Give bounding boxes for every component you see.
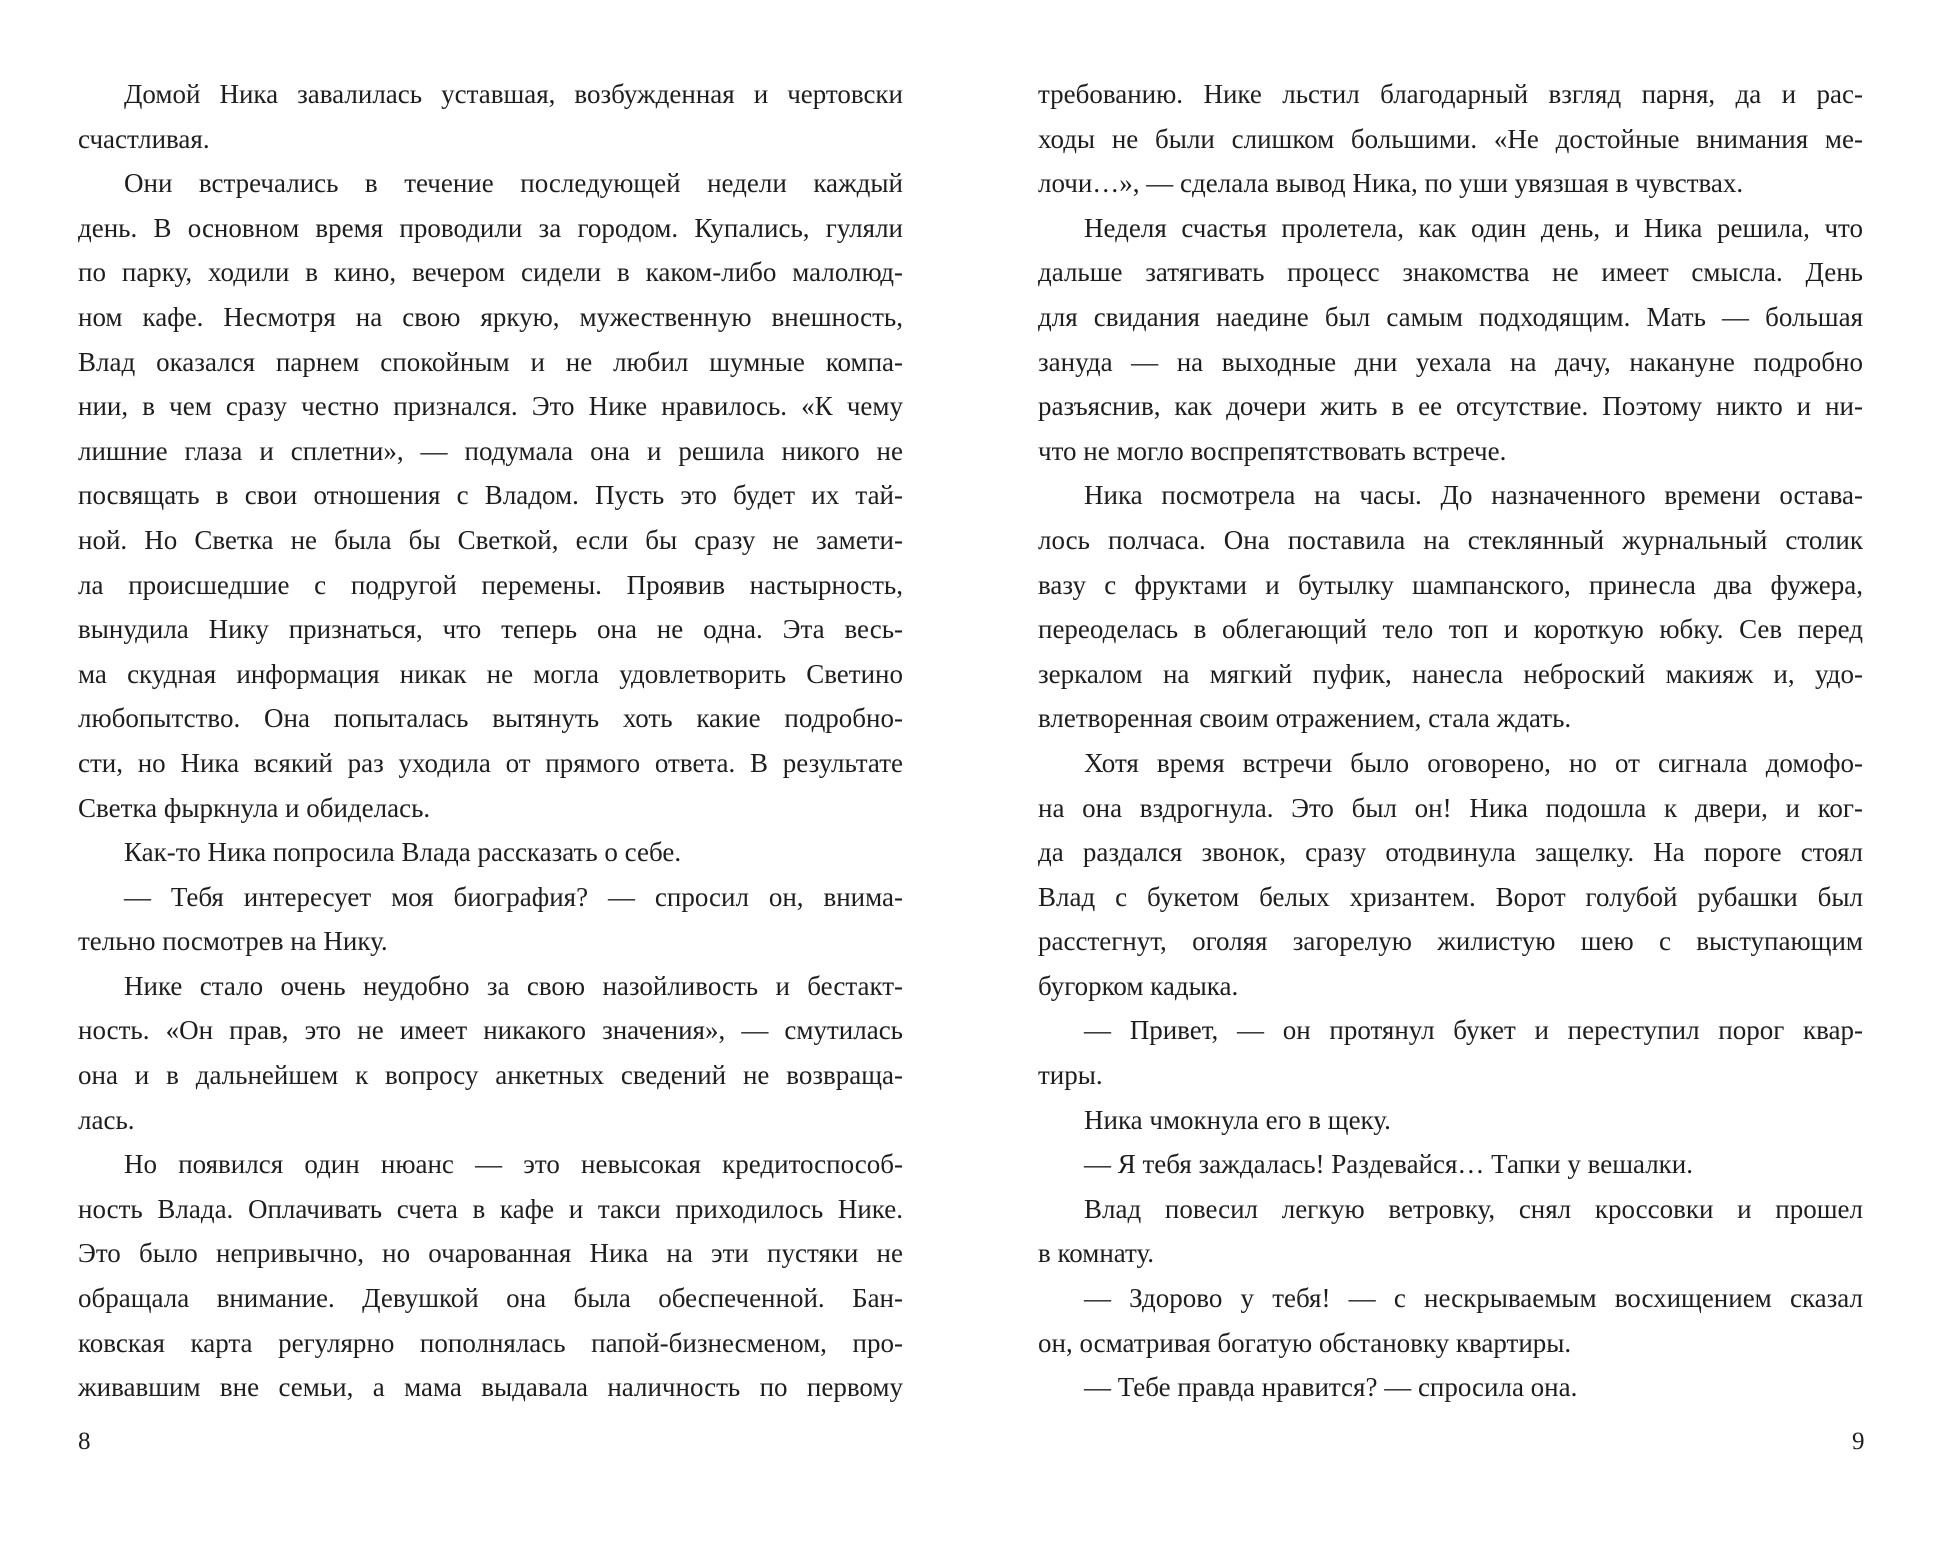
left-page-text [78, 72, 903, 1410]
text-line: зануда — на выходные дни уехала на дачу, накануне подробно [1038, 346, 1863, 377]
text-line: бугорком кадыка. [1038, 970, 1239, 1001]
text-line: дальше затягивать процесс знакомства не имеет смысла. День [1038, 257, 1863, 288]
text-line: — Здорово у тебя! — с нескрываемым восхищением сказал [1084, 1283, 1863, 1314]
text-line: для свидания наедине был самым подходящим. Мать — большая [1038, 301, 1863, 332]
paragraph [78, 964, 903, 1142]
text-line: лишние глаза и сплетни», — подумала она и решила никого не [78, 435, 903, 466]
text-line: требованию. Нике льстил благодарный взгляд парня, да и рас- [1038, 79, 1863, 109]
text-line: он, осматривая богатую обстановку квартиры. [1038, 1327, 1572, 1358]
paragraph [78, 1142, 903, 1410]
text-line: расстегнут, оголяя загорелую жилистую шею с выступающим [1038, 926, 1863, 957]
paragraph [1038, 1365, 1863, 1410]
paragraph [1038, 1276, 1863, 1365]
text-line: она и в дальнейшем к вопросу анкетных сведений не возвраща- [78, 1060, 903, 1091]
text-line: ном кафе. Несмотря на свою яркую, мужественную внешность, [78, 301, 903, 332]
text-line: ла происшедшие с подругой перемены. Проявив настырность, [78, 569, 903, 600]
text-line: Светка фыркнула и обиделась. [78, 792, 431, 823]
text-line: любопытство. Она попыталась вытянуть хоть какие подробно- [78, 703, 903, 734]
text-line: Как-то Ника попросила Влада рассказать о себе. [124, 837, 682, 868]
text-line: что не могло воспрепятствовать встрече. [1038, 435, 1507, 466]
right-page-text [1038, 72, 1863, 1410]
text-line: ность. «Он прав, это не имеет никакого значения», — смутилась [78, 1015, 903, 1046]
text-line: сти, но Ника всякий раз уходила от прямого ответа. В результате [78, 747, 903, 778]
text-line: Хотя время встречи было оговорено, но от сигнала домофо- [1084, 747, 1863, 778]
text-line: Влад с букетом белых хризантем. Ворот голубой рубашки был [1038, 881, 1863, 912]
text-line: — Я тебя заждалась! Раздевайся… Тапки у вешалки. [1084, 1149, 1694, 1180]
text-line: нии, в чем сразу честно признался. Это Нике нравилось. «К чему [78, 391, 903, 422]
text-line: посвящать в свои отношения с Владом. Пусть это будет их тай- [78, 480, 903, 511]
text-line: в комнату. [1038, 1238, 1155, 1269]
text-line: ковская карта регулярно пополнялась папой-бизнесменом, про- [78, 1327, 903, 1358]
text-line: Влад повесил легкую ветровку, снял кроссовки и прошел [1084, 1193, 1863, 1224]
text-line: счастливая. [78, 123, 210, 154]
text-line: — Привет, — он протянул букет и переступил порог квар- [1084, 1015, 1863, 1046]
text-line: влетворенная своим отражением, стала ждать. [1038, 703, 1572, 734]
text-line: Они встречались в течение последующей недели каждый [124, 168, 903, 199]
paragraph [78, 830, 903, 875]
text-line: лась. [78, 1104, 135, 1135]
paragraph [1038, 206, 1863, 474]
text-line: — Тебя интересует моя биография? — спросил он, внима- [124, 881, 903, 912]
text-line: Влад оказался парнем спокойным и не любил шумные компа- [78, 346, 903, 377]
paragraph [1038, 1098, 1863, 1143]
text-line: лочи…», — сделала вывод Ника, по уши увязшая в чувствах. [1038, 168, 1744, 199]
text-line: Но появился один нюанс — это невысокая кредитоспособ- [124, 1149, 903, 1180]
text-line: вазу с фруктами и бутылку шампанского, принесла два фужера, [1038, 569, 1863, 600]
text-line: Нике стало очень неудобно за свою назойливость и бестакт- [124, 970, 903, 1001]
text-line: ходы не были слишком большими. «Не достойные внимания ме- [1038, 123, 1863, 154]
text-line: Домой Ника завалилась уставшая, возбужденная и чертовски [124, 79, 903, 109]
paragraph [78, 161, 903, 830]
page-number-right: 9 [1852, 1428, 1865, 1455]
text-line: ность Влада. Оплачивать счета в кафе и такси приходилось Нике. [78, 1193, 903, 1224]
text-line: вынудила Нику признаться, что теперь она не одна. Эта весь- [78, 614, 903, 645]
text-line: Это было непривычно, но очарованная Ника на эти пустяки не [78, 1238, 903, 1269]
text-line: Неделя счастья пролетела, как один день, и Ника решила, что [1084, 212, 1863, 243]
text-line: по парку, ходили в кино, вечером сидели в каком-либо малолюд- [78, 257, 903, 288]
text-line: зеркалом на мягкий пуфик, нанесла неброский макияж и, удо- [1038, 658, 1863, 689]
paragraph [1038, 1008, 1863, 1097]
paragraph [1038, 1187, 1863, 1276]
text-line: разъяснив, как дочери жить в ее отсутствие. Поэтому никто и ни- [1038, 391, 1863, 422]
text-line: на она вздрогнула. Это был он! Ника подошла к двери, и ког- [1038, 792, 1863, 823]
paragraph [78, 875, 903, 964]
text-line: живавшим вне семьи, а мама выдавала наличность по первому [78, 1372, 903, 1403]
text-line: обращала внимание. Девушкой она была обеспеченной. Бан- [78, 1283, 903, 1314]
text-line: Ника посмотрела на часы. До назначенного времени остава- [1084, 480, 1863, 511]
text-line: ной. Но Светка не была бы Светкой, если бы сразу не замети- [78, 524, 903, 555]
text-line: день. В основном время проводили за городом. Купались, гуляли [78, 212, 903, 243]
paragraph [78, 72, 903, 161]
text-line: Ника чмокнула его в щеку. [1084, 1104, 1391, 1135]
text-line: тельно посмотрев на Нику. [78, 926, 388, 957]
paragraph [1038, 473, 1863, 741]
text-line: ма скудная информация никак не могла удовлетворить Светино [78, 658, 903, 689]
text-line: — Тебе правда нравится? — спросила она. [1084, 1372, 1578, 1403]
text-line: да раздался звонок, сразу отодвинула защелку. На пороге стоял [1038, 837, 1863, 868]
paragraph [1038, 72, 1863, 206]
text-line: переоделась в облегающий тело топ и короткую юбку. Сев перед [1038, 614, 1863, 645]
text-line: тиры. [1038, 1060, 1103, 1091]
paragraph [1038, 1142, 1863, 1187]
paragraph [1038, 741, 1863, 1009]
page-number-left: 8 [78, 1428, 91, 1455]
text-line: лось полчаса. Она поставила на стеклянный журнальный столик [1038, 524, 1863, 555]
